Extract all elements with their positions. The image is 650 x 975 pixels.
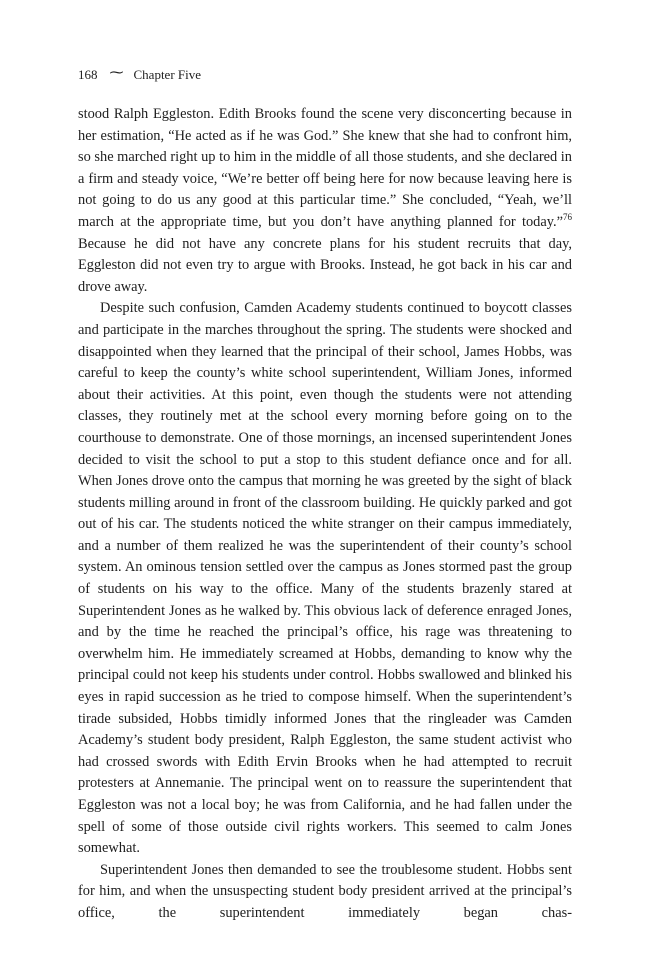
body-text <box>78 104 572 925</box>
running-head <box>78 66 201 85</box>
paragraph-1-text-a: stood Ralph Eggleston. Edith Brooks found the scene very disconcerting because in her estimation, “He acted as if he was God.” She knew that she had to confront him, so she marched right up to him in the middle of all those students, and she declared in a firm and steady voice, “We’re better off being here for now because leaving here is not going to do us any good at this particular time.” She concluded, “Yeah, we’ll march at the appropriate time, but you don’t have anything planned for today.” <box>78 106 572 230</box>
paragraph-1-text-b: Because he did not have any concrete plans for his student recruits that day, Eggleston did not even try to argue with Brooks. Instead, he got back in his car and drove away. <box>78 235 572 295</box>
paragraph-1 <box>78 104 572 298</box>
paragraph-3: Superintendent Jones then demanded to see the troublesome student. Hobbs sent for him, and when the unsuspecting student body president arrived at the principal’s office, the superintendent immediately began chas- <box>78 861 572 921</box>
chapter-title: Chapter Five <box>133 67 202 82</box>
ornament-icon: ⁓ <box>109 66 124 81</box>
footnote-marker: 76 <box>563 212 572 223</box>
paragraph-2: Despite such confusion, Camden Academy students continued to boycott classes and participate in the marches throughout the spring. The students were shocked and disappointed when they learned that the principal of their school, James Hobbs, was careful to keep the county’s white school superintendent, William Jones, informed about their activities. At this point, even though the students were not attending classes, they routinely met at the school every morning before going on to the courthouse to demonstrate. One of those mornings, an incensed superintendent Jones decided to visit the school to put a stop to this student defiance once and for all. When Jones drove onto the campus that morning he was greeted by the sight of black students milling around in front of the classroom building. He quickly parked and got out of his car. The students noticed the white stranger on their campus immediately, and a number of them realized he was the superintendent of their county’s school system. An ominous tension settled over the campus as Jones stormed past the group of students on his way to the office. Many of the students brazenly stared at Superintendent Jones as he walked by. This obvious lack of deference enraged Jones, and by the time he reached the principal’s office, his rage was threatening to overwhelm him. He immediately screamed at Hobbs, demanding to know why the principal could not keep his students under control. Hobbs swallowed and blinked his eyes in rapid succession as he tried to compose himself. When the superintendent’s tirade subsided, Hobbs timidly informed Jones that the ringleader was Camden Academy’s student body president, Ralph Eggleston, the same student activist who had crossed swords with Edith Ervin Brooks when he had attempted to recruit protesters at Annemanie. The principal went on to reassure the superintendent that Eggleston was not a local boy; he was from California, and he had fallen under the spell of some of those outside civil rights workers. This seemed to calm Jones somewhat. <box>78 300 572 857</box>
page-number: 168 <box>78 67 98 82</box>
